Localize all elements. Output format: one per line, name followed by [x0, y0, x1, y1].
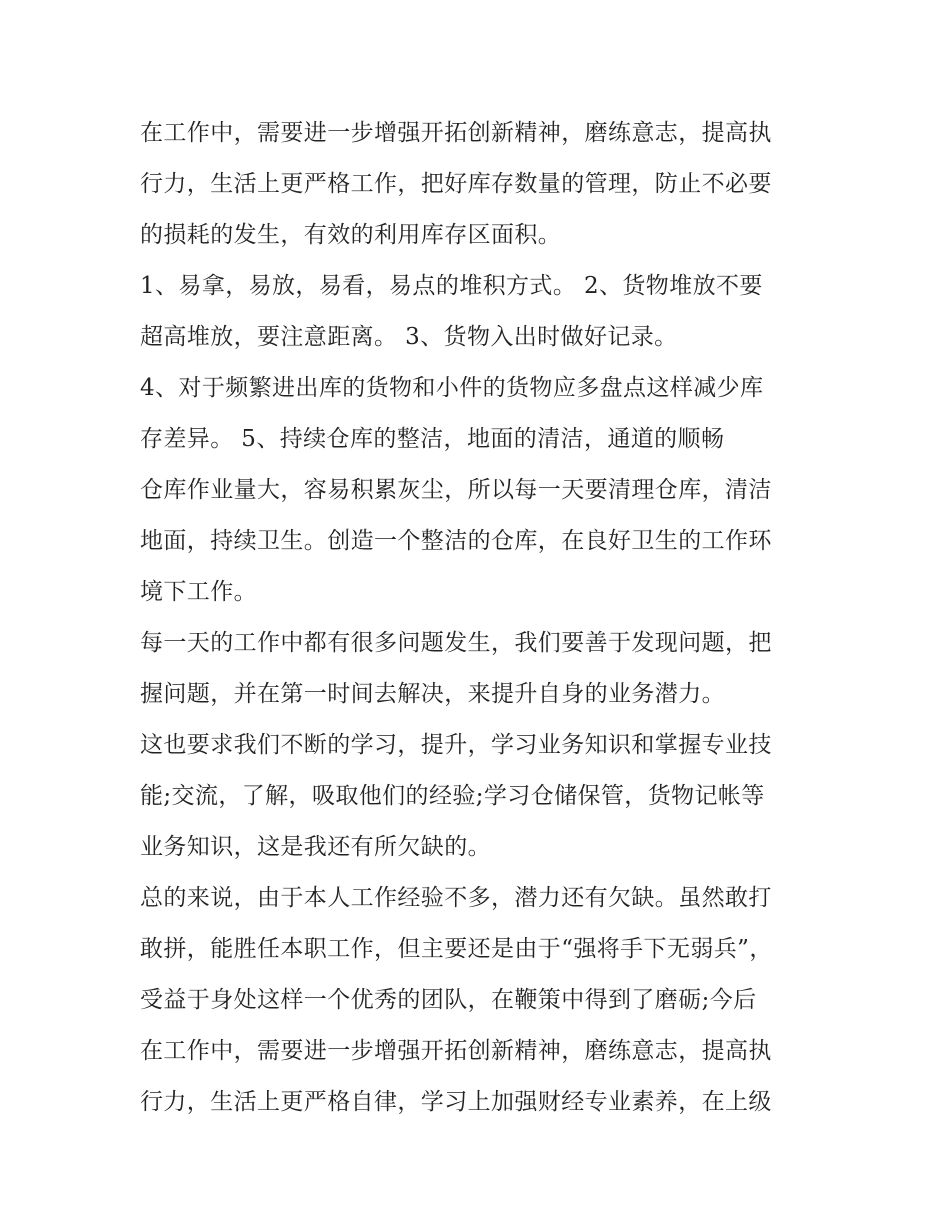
text-line-7: 存差异。 5、持续仓库的整洁，地面的清洁，通道的顺畅	[140, 426, 725, 452]
text-line-20: 行力，生活上更严格自律，学习上加强财经专业素养，在上级	[140, 1089, 772, 1115]
text-line-1: 在工作中，需要进一步增强开拓创新精神，磨练意志，提高执	[140, 120, 772, 146]
text-line-14: 能;交流，了解，吸取他们的经验;学习仓储保管，货物记帐等	[140, 783, 765, 809]
text-line-6: 4、对于频繁进出库的货物和小件的货物应多盘点这样减少库	[140, 375, 764, 401]
text-line-2: 行力，生活上更严格工作，把好库存数量的管理，防止不必要	[140, 171, 772, 197]
document-body	[140, 108, 820, 1128]
text-line-17: 敢拼，能胜任本职工作，但主要还是由于“强将手下无弱兵”，	[140, 936, 773, 962]
text-line-13: 这也要求我们不断的学习，提升，学习业务知识和掌握专业技	[140, 732, 772, 758]
text-line-3: 的损耗的发生，有效的利用库存区面积。	[140, 222, 562, 248]
text-line-11: 每一天的工作中都有很多问题发生，我们要善于发现问题，把	[140, 630, 772, 656]
text-line-9: 地面，持续卫生。创造一个整洁的仓库，在良好卫生的工作环	[140, 528, 772, 554]
text-line-10: 境下工作。	[140, 579, 257, 605]
text-line-15: 业务知识，这是我还有所欠缺的。	[140, 834, 491, 860]
text-line-8: 仓库作业量大，容易积累灰尘，所以每一天要清理仓库，清洁	[140, 477, 772, 503]
text-line-18: 受益于身处这样一个优秀的团队，在鞭策中得到了磨砺;今后	[140, 987, 757, 1013]
text-line-12: 握问题，并在第一时间去解决，来提升自身的业务潜力。	[140, 681, 725, 707]
text-line-5: 超高堆放，要注意距离。 3、货物入出时做好记录。	[140, 324, 678, 350]
text-line-4: 1、易拿，易放，易看，易点的堆积方式。 2、货物堆放不要	[140, 273, 763, 299]
text-line-19: 在工作中，需要进一步增强开拓创新精神，磨练意志，提高执	[140, 1038, 772, 1064]
text-line-16: 总的来说，由于本人工作经验不多，潜力还有欠缺。虽然敢打	[140, 885, 772, 911]
